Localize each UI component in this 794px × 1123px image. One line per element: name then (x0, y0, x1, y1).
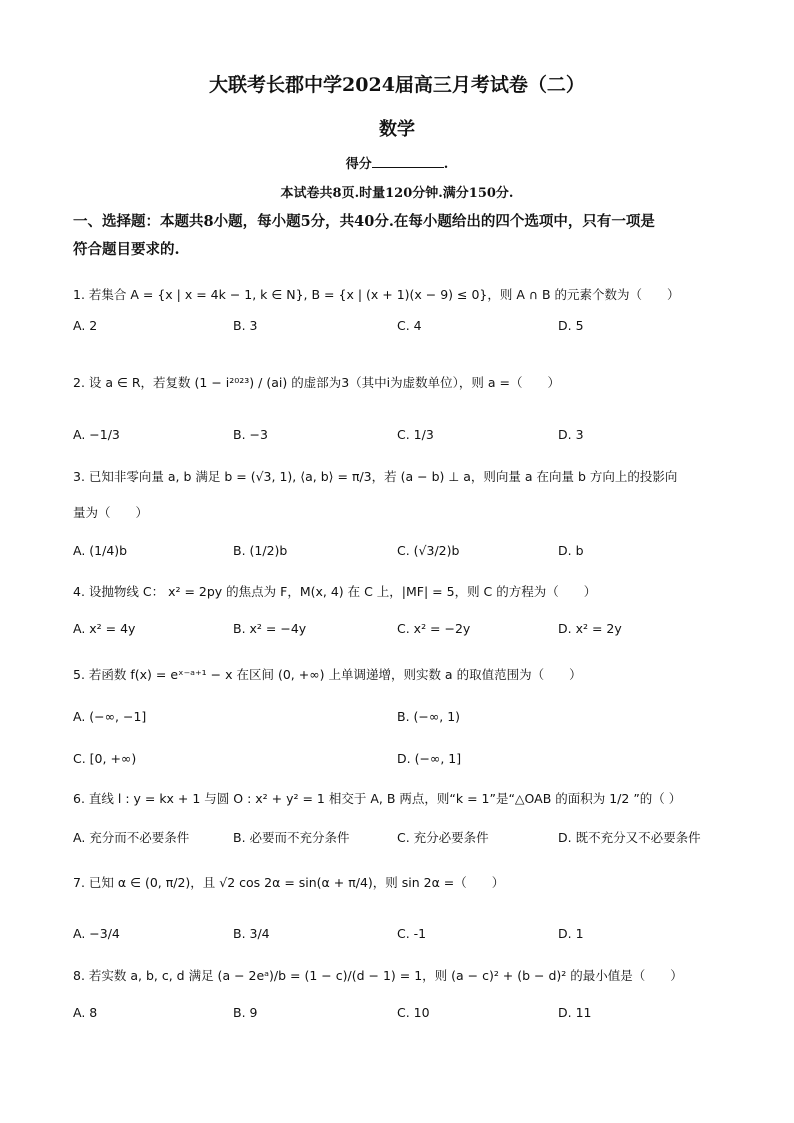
exam-title: 大联考长郡中学2024届高三月考试卷（二） (209, 74, 585, 96)
question-6-option-c: C. 充分必要条件 (397, 830, 489, 845)
question-6-stem: 6. 直线 l : y = kx + 1 与圆 O : x² + y² = 1 相交于 A, B 两点，则“k = 1”是“△OAB 的面积为 1/2 ”的（ ） (73, 791, 682, 806)
question-3-stem-line2: 量为（ ） (73, 505, 149, 520)
subject-title: 数学 (379, 119, 415, 140)
question-4-option-a: A. x² = 4y (73, 621, 136, 636)
question-2-option-a: A. −1/3 (73, 427, 120, 442)
question-6-option-b: B. 必要而不充分条件 (233, 830, 350, 845)
question-3-option-b: B. (1/2)b (233, 543, 288, 558)
question-7-stem: 7. 已知 α ∈ (0, π/2)，且 √2 cos 2α = sin(α + π/4)，则 sin 2α =（ ） (73, 875, 505, 890)
section-heading-line2: 符合题目要求的. (73, 241, 180, 258)
question-6-option-d: D. 既不充分又不必要条件 (558, 830, 701, 845)
question-5-option-d: D. (−∞, 1] (397, 751, 462, 766)
question-1-option-b: B. 3 (233, 318, 258, 333)
question-1-option-d: D. 5 (558, 318, 584, 333)
question-4-option-d: D. x² = 2y (558, 621, 622, 636)
score-label: 得分 (345, 157, 372, 172)
question-2-option-b: B. −3 (233, 427, 268, 442)
question-1-stem: 1. 若集合 A = {x | x = 4k − 1, k ∈ N}, B = {x | (x + 1)(x − 9) ≤ 0}，则 A ∩ B 的元素个数为（ ） (73, 287, 680, 302)
question-5-option-a: A. (−∞, −1] (73, 709, 147, 724)
score-end: . (443, 157, 449, 172)
question-2-option-d: D. 3 (558, 427, 584, 442)
question-2-option-c: C. 1/3 (397, 427, 434, 442)
question-3-option-a: A. (1/4)b (73, 543, 128, 558)
question-2-stem: 2. 设 a ∈ R，若复数 (1 − i²⁰²³) / (ai) 的虚部为3（其中i为虚数单位），则 a =（ ） (73, 375, 560, 390)
question-7-option-d: D. 1 (558, 926, 584, 941)
question-7-option-a: A. −3/4 (73, 926, 120, 941)
question-8-option-d: D. 11 (558, 1005, 592, 1020)
question-3-stem-line1: 3. 已知非零向量 a, b 满足 b = (√3, 1), ⟨a, b⟩ = π/3，若 (a − b) ⊥ a，则向量 a 在向量 b 方向上的投影向 (73, 469, 678, 484)
question-5-option-b: B. (−∞, 1) (397, 709, 461, 724)
question-8-option-c: C. 10 (397, 1005, 430, 1020)
question-5-stem: 5. 若函数 f(x) = eˣ⁻ᵃ⁺¹ − x 在区间 (0, +∞) 上单调递增，则实数 a 的取值范围为（ ） (73, 667, 582, 682)
question-8-option-b: B. 9 (233, 1005, 258, 1020)
exam-info: 本试卷共8页.时量120分钟.满分150分. (280, 186, 514, 201)
score-line (0, 153, 794, 172)
question-1-option-c: C. 4 (397, 318, 422, 333)
question-4-option-b: B. x² = −4y (233, 621, 307, 636)
question-5-option-c: C. [0, +∞) (73, 751, 137, 766)
question-3-option-d: D. b (558, 543, 584, 558)
score-blank (372, 155, 444, 168)
section-heading (73, 208, 723, 264)
question-8-option-a: A. 8 (73, 1005, 98, 1020)
question-3-option-c: C. (√3/2)b (397, 543, 460, 558)
section-heading-line1: 一、选择题：本题共8小题，每小题5分，共40分.在每小题给出的四个选项中，只有一项是 (73, 213, 655, 230)
question-7-option-b: B. 3/4 (233, 926, 270, 941)
question-4-stem: 4. 设抛物线 C： x² = 2py 的焦点为 F，M(x, 4) 在 C 上，|MF| = 5，则 C 的方程为（ ） (73, 584, 597, 599)
question-6-option-a: A. 充分而不必要条件 (73, 830, 190, 845)
question-8-stem: 8. 若实数 a, b, c, d 满足 (a − 2eᵃ)/b = (1 − c)/(d − 1) = 1，则 (a − c)² + (b − d)² 的最小值是（ ） (73, 968, 683, 983)
question-7-option-c: C. -1 (397, 926, 427, 941)
question-1-option-a: A. 2 (73, 318, 98, 333)
question-4-option-c: C. x² = −2y (397, 621, 471, 636)
